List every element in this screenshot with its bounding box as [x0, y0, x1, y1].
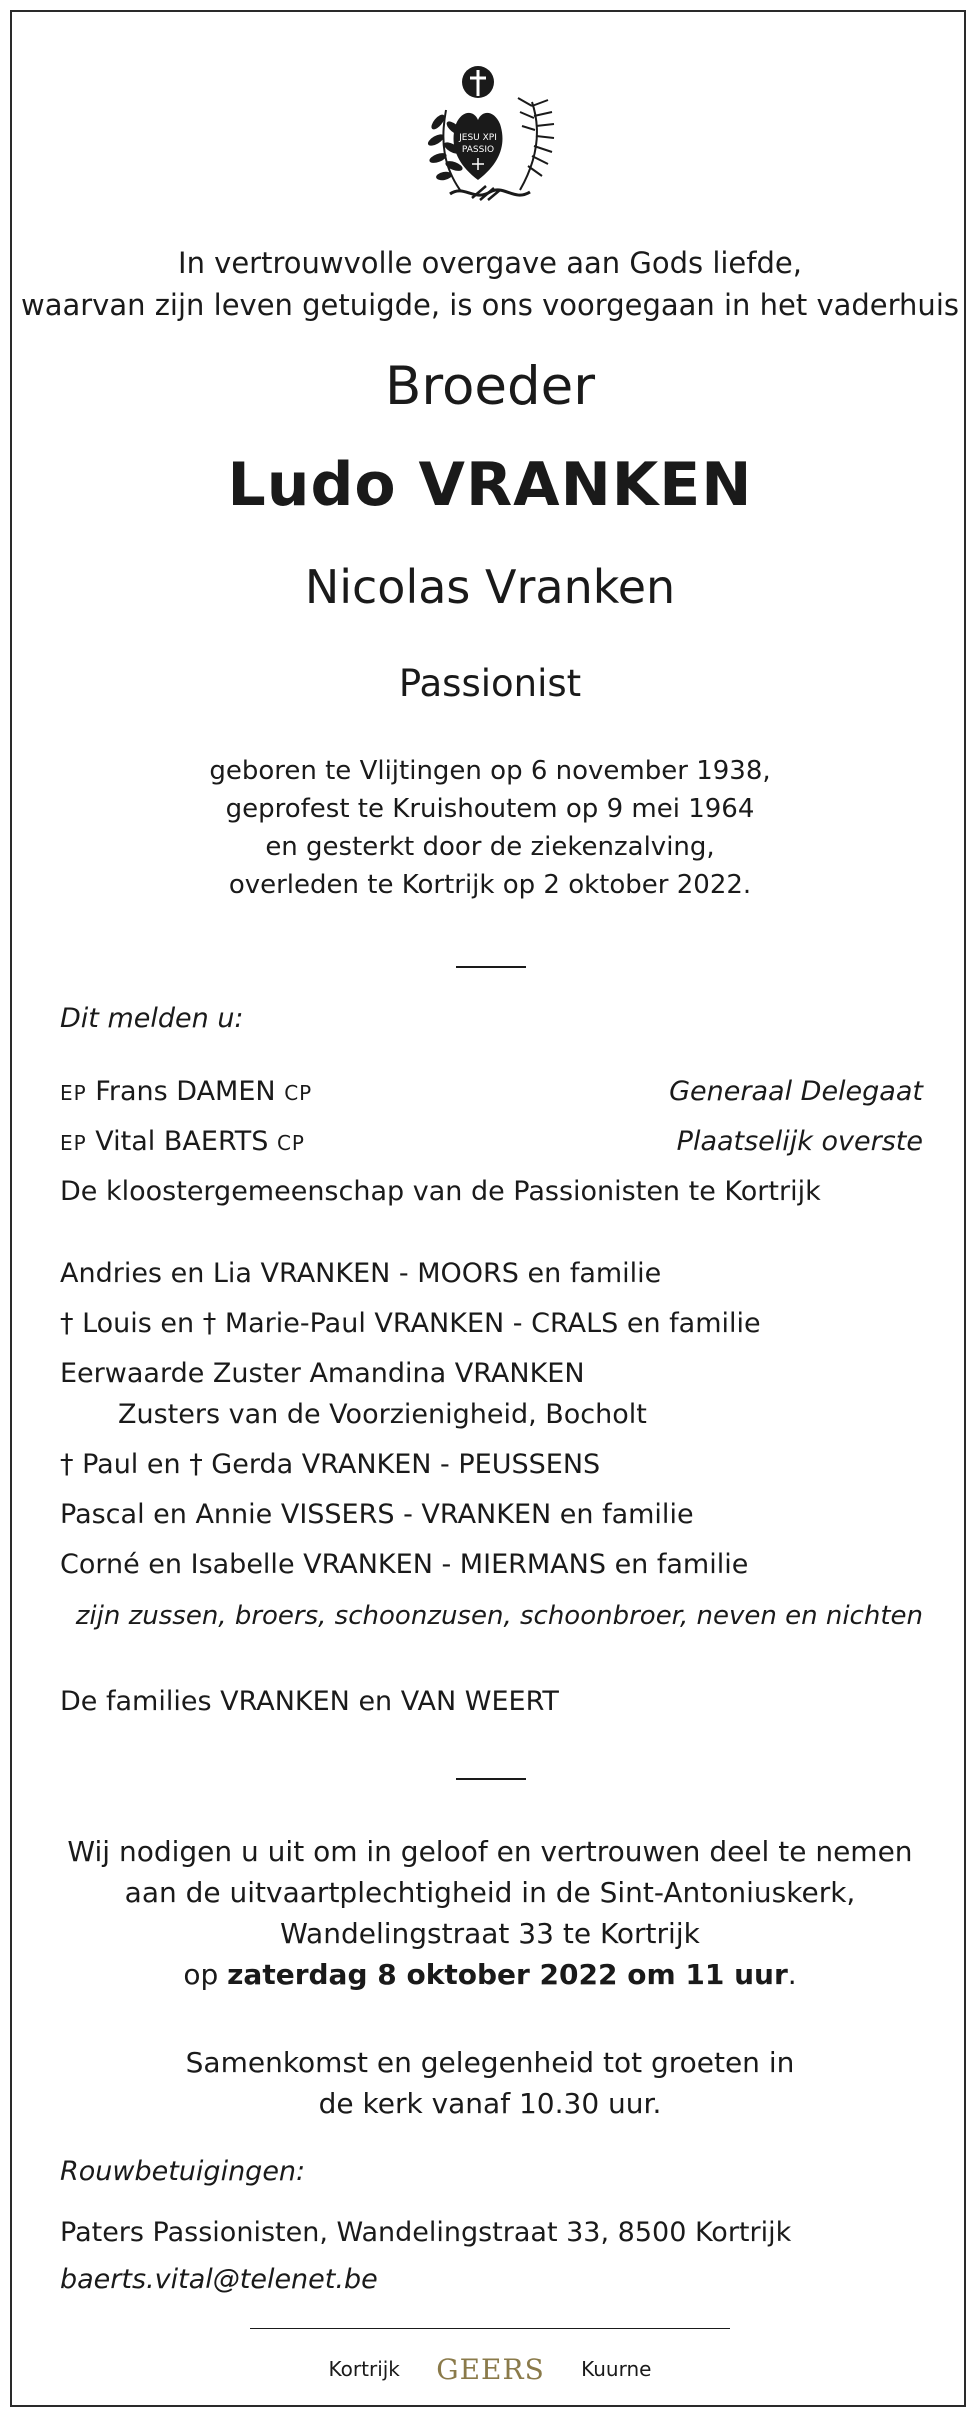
date-suffix: .	[787, 1958, 797, 1991]
first-name: Ludo	[227, 450, 397, 520]
clergy-suffix: CP	[284, 1081, 313, 1105]
family-relation: zijn zussen, broers, schoonzusen, schoonbroer, neven en nichten	[75, 1601, 923, 1631]
clergy-suffix: CP	[276, 1131, 305, 1155]
families-line: De families VRANKEN en VAN WEERT	[60, 1686, 559, 1717]
family-line: Eerwaarde Zuster Amandina VRANKEN	[60, 1358, 585, 1389]
invitation-line: Wij nodigen u uit om in geloof en vertrouwen deel te nemen	[67, 1835, 913, 1868]
funeral-home-logo: GEERS	[436, 2353, 545, 2386]
biography	[0, 752, 980, 904]
clergy-name	[60, 1076, 312, 1107]
divider	[456, 966, 526, 968]
clergy-fullname: Frans DAMEN	[95, 1076, 276, 1107]
surname: VRANKEN	[418, 450, 753, 520]
bio-line: en gesterkt door de ziekenzalving,	[265, 832, 715, 862]
svg-text:JESU XPI: JESU XPI	[459, 133, 497, 143]
invitation	[0, 1831, 980, 1995]
clergy-role: Plaatselijk overste	[676, 1126, 923, 1157]
condolences-address: Paters Passionisten, Wandelingstraat 33, 8500 Kortrijk	[60, 2217, 792, 2248]
bio-line: overleden te Kortrijk op 2 oktober 2022.	[228, 870, 752, 900]
invitation-line: Wandelingstraat 33 te Kortrijk	[280, 1917, 700, 1950]
family-line: † Paul en † Gerda VRANKEN - PEUSSENS	[60, 1449, 601, 1480]
svg-text:PASSIO: PASSIO	[461, 145, 495, 155]
community-line: De kloostergemeenschap van de Passionisten te Kortrijk	[60, 1176, 821, 1207]
civil-name: Nicolas Vranken	[304, 560, 676, 614]
clergy-prefix: EP	[60, 1131, 87, 1155]
family-line: Corné en Isabelle VRANKEN - MIERMANS en familie	[60, 1549, 749, 1580]
bio-line: geboren te Vlijtingen op 6 november 1938,	[209, 756, 771, 786]
intro-line-2: waarvan zijn leven getuigde, is ons voorgegaan in het vaderhuis	[21, 288, 959, 322]
clergy-role: Generaal Delegaat	[669, 1076, 923, 1107]
passionist-emblem-icon	[414, 62, 566, 208]
gathering-line: de kerk vanaf 10.30 uur.	[318, 2087, 662, 2120]
clergy-prefix: EP	[60, 1081, 87, 1105]
condolences-label: Rouwbetuigingen:	[60, 2156, 306, 2187]
footer	[0, 2350, 980, 2386]
clergy-fullname: Vital BAERTS	[95, 1126, 269, 1157]
gathering-line: Samenkomst en gelegenheid tot groeten in	[185, 2046, 795, 2079]
footer-right: Kuurne	[581, 2357, 652, 2381]
footer-left: Kortrijk	[328, 2357, 400, 2381]
invitation-date-line	[0, 1954, 980, 1995]
deceased-title: Broeder	[384, 356, 596, 417]
condolences-email[interactable]: baerts.vital@telenet.be	[60, 2264, 378, 2295]
family-subline: Zusters van de Voorzienigheid, Bocholt	[118, 1399, 647, 1430]
intro-line-1: In vertrouwvolle overgave aan Gods liefde,	[178, 246, 802, 280]
intro-text	[0, 242, 980, 326]
family-line: † Louis en † Marie-Paul VRANKEN - CRALS en familie	[60, 1308, 761, 1339]
invitation-line: aan de uitvaartplechtigheid in de Sint-Antoniuskerk,	[124, 1876, 856, 1909]
gathering	[0, 2042, 980, 2124]
funeral-date: zaterdag 8 oktober 2022 om 11 uur	[227, 1958, 788, 1991]
family-line: Andries en Lia VRANKEN - MOORS en familie	[60, 1258, 662, 1289]
divider	[456, 1778, 526, 1780]
date-prefix: op	[183, 1958, 228, 1991]
footer-divider	[250, 2328, 730, 2329]
clergy-name	[60, 1126, 305, 1157]
family-line: Pascal en Annie VISSERS - VRANKEN en familie	[60, 1499, 694, 1530]
religious-order: Passionist	[398, 662, 582, 705]
deceased-name	[0, 450, 980, 520]
bio-line: geprofest te Kruishoutem op 9 mei 1964	[225, 794, 755, 824]
announced-by: Dit melden u:	[60, 1003, 244, 1034]
